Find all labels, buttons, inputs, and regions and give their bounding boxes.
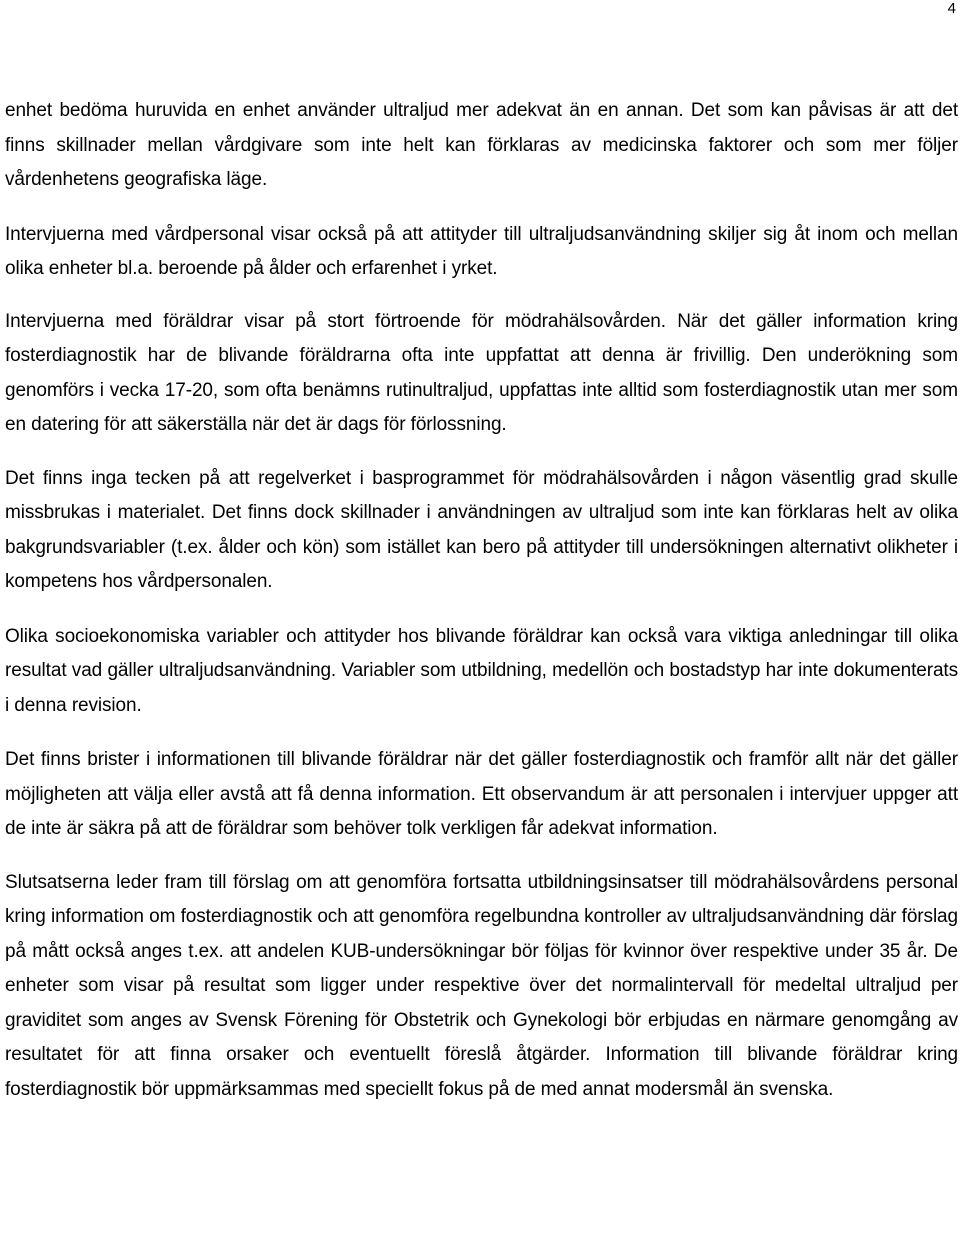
paragraph-6: Det finns brister i informationen till blivande föräldrar när det gäller fosterdiagnostik och framför allt när det gäller möjligheten att välja eller avstå att få denna information. Ett observandum är att personalen i intervjuer uppger att de inte är säkra på att de föräldrar som behöver tolk verkligen får adekvat information. <box>5 749 958 839</box>
paragraph-1: enhet bedöma huruvida en enhet använder ultraljud mer adekvat än en annan. Det som kan påvisas är att det finns skillnader mellan vårdgivare som inte helt kan förklaras av medicinska faktorer och som mer följer vårdenhetens geografiska läge. <box>5 100 958 190</box>
paragraph-2: Intervjuerna med vårdpersonal visar också på att attityder till ultraljudsanvändning skiljer sig åt inom och mellan olika enheter bl.a. beroende på ålder och erfarenhet i yrket. <box>5 223 958 279</box>
paragraph-5: Olika socioekonomiska variabler och attityder hos blivande föräldrar kan också vara viktiga anledningar till olika resultat vad gäller ultraljudsanvändning. Variabler som utbildning, medellön och bostadstyp har inte dokumenterats i denna revision. <box>5 625 958 716</box>
paragraph-3: Intervjuerna med föräldrar visar på stort förtroende för mödrahälsovården. När det gäller information kring fosterdiagnostik har de blivande föräldrarna ofta inte uppfattat att denna är frivillig. Den underökning som genomförs i vecka 17-20, som ofta benämns rutinultraljud, uppfattas inte alltid som fosterdiagnostik utan mer som en datering för att säkerställa när det är dags för förlossning. <box>5 310 958 435</box>
document-body <box>5 94 958 1107</box>
paragraph-4: Det finns inga tecken på att regelverket i basprogrammet för mödrahälsovården i någon väsentlig grad skulle missbrukas i materialet. Det finns dock skillnader i användningen av ultraljud som inte kan förklaras helt av olika bakgrundsvariabler (t.ex. ålder och kön) som istället kan bero på attityder till undersökningen alternativt olikheter i kompetens hos vårdpersonalen. <box>5 467 958 592</box>
paragraph-7: Slutsatserna leder fram till förslag om att genomföra fortsatta utbildningsinsatser till mödrahälsovårdens personal kring information om fosterdiagnostik och att genomföra regelbundna kontroller av ultraljudsanvändning där förslag på mått också anges t.ex. att andelen KUB-undersökningar bör följas för kvinnor över respektive under 35 år. De enheter som visar på resultat som ligger under respektive över det normalintervall för medeltal ultraljud per graviditet som anges av Svensk Förening för Obstetrik och Gynekologi bör erbjudas en närmare genomgång av resultatet för att finna orsaker och eventuellt föreslå åtgärder. Information till blivande föräldrar kring fosterdiagnostik bör uppmärksammas med speciellt fokus på de med annat modersmål än svenska. <box>5 871 958 1100</box>
page-number: 4 <box>947 0 956 17</box>
